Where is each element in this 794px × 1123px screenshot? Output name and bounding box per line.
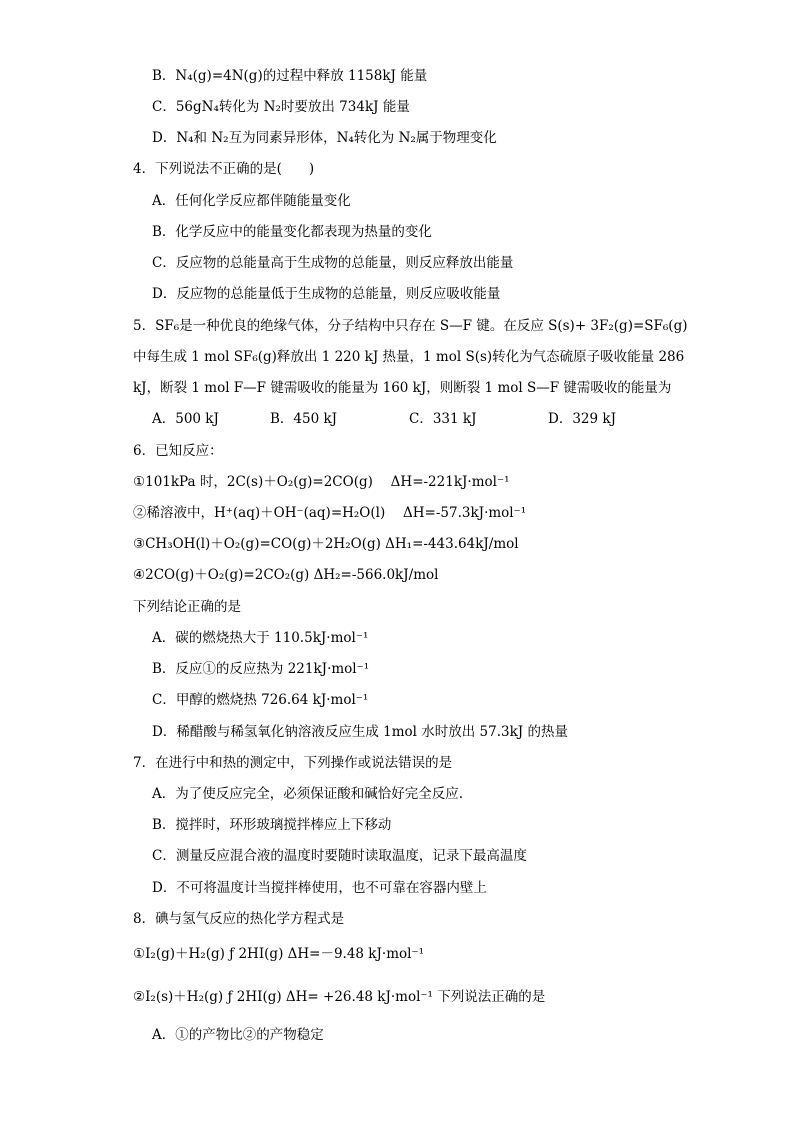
q6-reaction-1: ①101kPa 时，2C(s)＋O₂(g)=2CO(g) ΔH=-221kJ·mol⁻¹ [133,474,510,490]
q5-stem-line-2: 中每生成 1 mol SF₆(g)释放出 1 220 kJ 热量，1 mol S(s)转化为气态硫原子吸收能量 286 [133,349,685,365]
q6-prompt: 下列结论正确的是 [133,599,241,615]
q6-option-a: A．碳的燃烧热大于 110.5kJ·mol⁻¹ [152,630,369,646]
q8-stem: 8．碘与氢气反应的热化学方程式是 [133,911,345,927]
q6-reaction-4: ④2CO(g)＋O₂(g)=2CO₂(g) ΔH₂=-566.0kJ/mol [133,567,439,583]
q4-option-a: A．任何化学反应都伴随能量变化 [152,193,351,209]
q5-option-b: B．450 kJ [270,411,338,427]
q5-option-c: C．331 kJ [409,411,477,427]
q7-option-d: D．不可将温度计当搅拌棒使用，也不可靠在容器内壁上 [152,880,487,896]
q6-option-b: B．反应①的反应热为 221kJ·mol⁻¹ [152,661,370,677]
q5-option-a: A．500 kJ [152,411,219,427]
q6-reaction-2: ②稀溶液中，H⁺(aq)＋OH⁻(aq)=H₂O(l) ΔH=-57.3kJ·mol⁻¹ [133,505,527,521]
q3-option-b: B．N₄(g)=4N(g)的过程中释放 1158kJ 能量 [152,68,428,84]
q5-option-d: D．329 kJ [548,411,616,427]
q7-option-b: B．搅拌时，环形玻璃搅拌棒应上下移动 [152,817,392,833]
q7-stem: 7．在进行中和热的测定中，下列操作或说法错误的是 [133,755,453,771]
q3-option-c: C．56gN₄转化为 N₂时要放出 734kJ 能量 [152,99,410,115]
q7-option-a: A．为了使反应完全，必须保证酸和碱恰好完全反应. [152,786,464,802]
q6-reaction-3: ③CH₃OH(l)＋O₂(g)=CO(g)＋2H₂O(g) ΔH₁=-443.64kJ/mol [133,536,519,552]
q4-option-d: D．反应物的总能量低于生成物的总能量，则反应吸收能量 [152,286,501,302]
q6-stem: 6．已知反应： [133,443,223,459]
q3-option-d: D．N₄和 N₂互为同素异形体，N₄转化为 N₂属于物理变化 [152,130,497,146]
q5-stem-line-3: kJ，断裂 1 mol F—F 键需吸收的能量为 160 kJ，则断裂 1 mol S—F 键需吸收的能量为 [133,380,672,396]
q7-option-c: C．测量反应混合液的温度时要随时读取温度，记录下最高温度 [152,848,527,864]
q4-stem: 4．下列说法不正确的是( ) [133,161,315,177]
q4-option-b: B．化学反应中的能量变化都表现为热量的变化 [152,224,432,240]
q8-option-a: A．①的产物比②的产物稳定 [152,1027,324,1043]
q6-option-d: D．稀醋酸与稀氢氧化钠溶液反应生成 1mol 水时放出 57.3kJ 的热量 [152,724,568,740]
q5-stem-line-1: 5．SF₆是一种优良的绝缘气体，分子结构中只存在 S—F 键。在反应 S(s)+ 3F₂(g)=SF₆(g) [133,318,688,334]
q8-equation-1: ①I₂(g)＋H₂(g) ƒ 2HI(g) ΔH=－9.48 kJ·mol⁻¹ [133,946,424,962]
q4-option-c: C．反应物的总能量高于生成物的总能量，则反应释放出能量 [152,255,514,271]
q8-equation-2: ②I₂(s)＋H₂(g) ƒ 2HI(g) ΔH= +26.48 kJ·mol⁻¹ 下列说法正确的是 [133,989,546,1005]
q6-option-c: C．甲醇的燃烧热 726.64 kJ·mol⁻¹ [152,692,369,708]
